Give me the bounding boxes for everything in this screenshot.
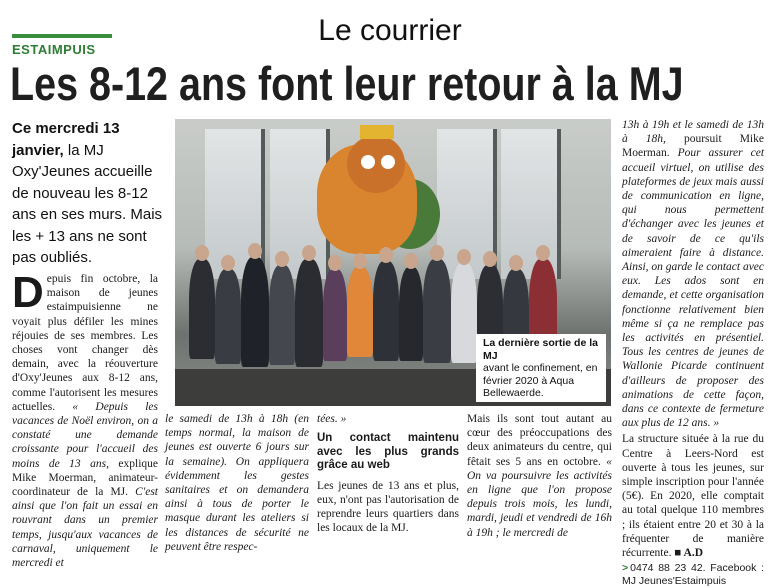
person-head <box>404 253 418 269</box>
lead-text: la MJ Oxy'Jeunes accueille de nouveau les 8-12 ans en ses murs. Mais les + 13 ans ne sont pas oubliés. <box>12 141 163 266</box>
col4-quote: « On va poursuivre les activités en ligne que l'on propose depuis trois mois, les lundi, mardi, jeudi et vendredi de 16h à 19h ; le mercredi de <box>467 455 612 539</box>
body-column-1 <box>12 268 159 570</box>
newspaper-masthead: Le courrier <box>318 14 462 47</box>
person <box>347 267 373 357</box>
photo-caption <box>476 334 606 402</box>
col1-quote2: C'est ainsi que l'on fait un essai en rouvrant dans un premier temps, jusqu'aux vacances de carnaval, uniquement le mercredi et <box>12 486 158 570</box>
col3-quote: tées. » <box>317 413 347 425</box>
article-subheading: Un contact maintenu avec les plus grands grâce au web <box>317 432 459 472</box>
crown-icon <box>360 125 394 139</box>
col5-paragraph: La structure située à la rue du Centre à Leers-Nord est ouverte à tous les jeunes, sur simple inscription pour l'année (5€). En 2020, elle comptait au total quelque 110 membres ; ils étaient entre 20 et 30 à la fréquenter de manière récurrente. <box>622 433 764 560</box>
person-head <box>302 245 316 261</box>
contact-text: 0474 88 23 42. Facebook : MJ Jeunes'Estaimpuis <box>622 562 764 588</box>
col1-text: epuis fin octobre, la maison de jeunes estaimpuisienne ne voyait plus défiler les mines réjouies de ses membres. Les choses vont changer dès demain, avec la réouverture d'Oxy'Jeunes aux 8-12 ans, comme l'autorisent les mesures actuelles. <box>12 273 158 413</box>
person <box>295 259 323 367</box>
person <box>323 269 347 361</box>
person-head <box>353 253 367 269</box>
section-rubric: ESTAIMPUIS <box>12 42 96 57</box>
drop-cap: D <box>12 268 44 317</box>
caption-text: avant le confinement, en février 2020 à Aqua Bellewaerde. <box>483 362 598 400</box>
body-column-4 <box>467 412 612 540</box>
col5-quote2: Pour assurer cet accueil virtuel, on utilise des plateformes de jeux mais aussi de communication en ligne, qui nous permettent d'échanger avec les jeunes et de savoir de ce qu'ils aimeraient faire à distance. Ainsi, on garde le contact avec eux. Les ados sont en demande, et cette organisation fonctionne relativement bien même si ça ne remplace pas les activités en présentiel. Tous les centres de jeunes de Wallonie Picarde continuent d'ailleurs de proposer des animations de cette façon, dans ce contexte de fermeture aux plus de 12 ans. » <box>622 147 765 430</box>
person <box>373 261 399 361</box>
body-column-2 <box>165 412 309 554</box>
person-head <box>195 245 209 261</box>
col1-quote: « Depuis les vacances de Noël environ, on a constaté une demande croissante pour l'accueil des moins de 13 ans, <box>12 400 159 470</box>
person <box>241 257 269 367</box>
person-head <box>379 247 393 263</box>
person-head <box>221 255 235 271</box>
person-head <box>430 245 444 261</box>
person-head <box>536 245 550 261</box>
person <box>451 263 477 363</box>
chevron-right-icon: > <box>622 562 629 575</box>
col1-text2: explique Mike Moerman, animateur-coordinateur de la MJ. <box>12 457 159 499</box>
contact-info <box>622 562 764 588</box>
col3-text: Les jeunes de 13 ans et plus, eux, n'ont pas l'autorisation de reprendre leurs quartiers dans les locaux de la MJ. <box>317 479 459 535</box>
person-head <box>328 255 342 271</box>
person-head <box>509 255 523 271</box>
col5-text: poursuit Mike Moerman. <box>622 133 764 160</box>
person-head <box>457 249 471 265</box>
lion-mascot-head <box>347 135 405 193</box>
mascot-eye <box>381 155 395 169</box>
col5-text2 <box>622 432 764 560</box>
lead-bold: Ce mercredi 13 janvier, <box>12 120 120 159</box>
caption-bold: La dernière sortie de la MJ <box>483 337 598 362</box>
body-column-5 <box>622 118 764 588</box>
rubric-bar <box>12 34 112 38</box>
body-column-3 <box>317 412 459 536</box>
person-head <box>483 251 497 267</box>
person <box>215 269 241 364</box>
article-lead <box>12 118 170 269</box>
mascot-eye <box>361 155 375 169</box>
article-headline: Les 8-12 ans font leur retour à la MJ <box>10 57 684 110</box>
signoff: ■ A.D <box>674 547 704 560</box>
col2-quote: le samedi de 13h à 18h (en temps normal, la maison de jeunes est ouverte 6 jours sur la semaine). On appliquera évidemment les gestes sanitaires et on demandera ainsi à tous de porter le masque durant les ateliers si les distances de sécurité ne peuvent être respec- <box>165 413 309 553</box>
person <box>269 265 295 365</box>
col5-quote: 13h à 19h et le samedi de 13h à 18h, <box>622 119 764 146</box>
person <box>399 267 423 361</box>
person <box>189 259 215 359</box>
person <box>423 259 451 363</box>
person-head <box>275 251 289 267</box>
person-head <box>248 243 262 259</box>
col4-text: Mais ils sont tout autant au cœur des préoccupations des deux animateurs du centre, qui fêtait ses 5 ans en octobre. <box>467 413 612 468</box>
